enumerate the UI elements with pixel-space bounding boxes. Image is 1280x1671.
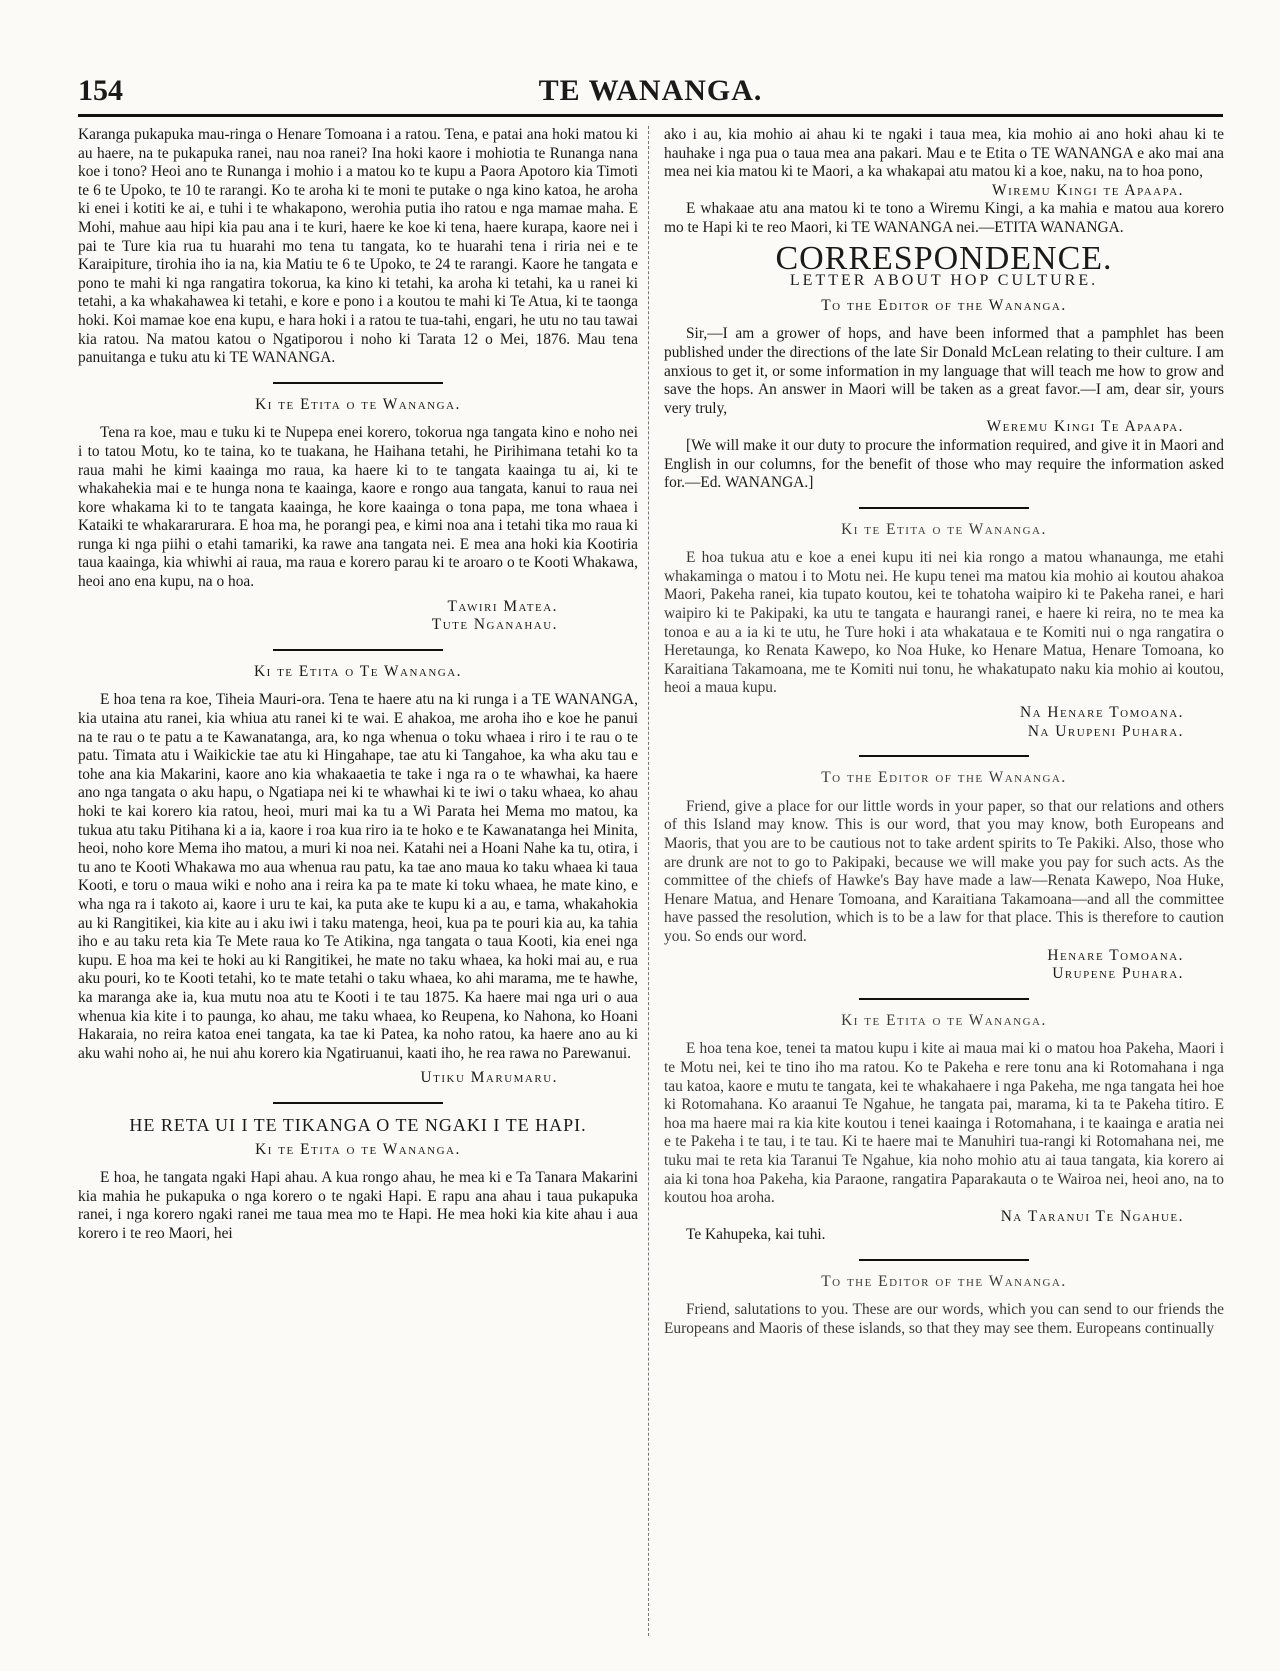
letter4-signature-1: Henare Tomoana. — [1047, 946, 1184, 964]
continued-signature: Wiremu Kingi te Apaapa. — [992, 181, 1184, 199]
letter4-heading: To the Editor of the Wananga. — [821, 769, 1067, 787]
letter1-heading: Ki te Etita o te Wananga. — [255, 395, 461, 413]
letter4-signature-2: Urupene Puhara. — [1052, 965, 1184, 983]
letter2-heading: Ki te Etita o Te Wananga. — [253, 662, 463, 680]
article-body: E hoa, he tangata ngaki Hapi ahau. A kua rongo ahau, he mea ki e Ta Tanara Makarini kia mahia he pukapuka o nga korero o te ngaki Hapi. E rapu ana ahau i taua pukapuka ranei, i nga korero ngaki ranei me taua mea mo te Hapi. He mea hoki kia kite ahau i aua korero i te reo Maori, hei — [78, 1169, 638, 1242]
correspondence-heading: To the Editor of the Wananga. — [821, 296, 1067, 314]
page-header — [78, 70, 1223, 110]
letter3-heading: Ki te Etita o te Wananga. — [841, 520, 1047, 538]
intro-text: Karanga pukapuka mau-ringa o Henare Tomoana i a ratou. Tena, e patai ana hoki matou ki au haere, na te pukapuka ranei, nau noa ranei? Ina hoki kaore i mohiotia te Runanga nana koe i tono? Heoi ano te Runanga i mohio i a matou ko te kupu a Paora Apotoro kia Timoti te 6 te Upoko, te 10 te rarangi. Ko te aroha ki te moni te putake o nga kino katoa, he aroha ki enei i kotiti ke ai, e tuhi i te whakapono, werohia putia iho ratou e nga mamae maha. E Mohi, mahue aau hipi kia pau ana i te kuri, haere ke koe ki tena, haere kurapa, kaore nei i pai te Ture kia rua tu huarahi mo tena tu tangata, ko te huarahi tena i riria nei e te Karaipiture, tirohia iho ia na, kia Matiu te 6 te Upoko, te 24 te rarangi. Kaore he tangata e pono te mahi ki nga rangatira tokorua, ka kino ki tetahi, ka aroha ki tetahi, ka u ranei ki tetahi, a ka whakahawea ki tetahi, e kore e pono i a koutou te mahi ki Te Atua, ki te taonga hoki. Koi mamae koe ena kupu, e hara hoki i a ratou te tua-tahi, engari, he utu no tau tawai kia ratou. Na matou katou o Ngatiporou i noho ki Tarata 12 o Mei, 1876. Mau tena panuitanga e tuku atu ki TE WANANGA. — [78, 126, 638, 367]
letter2-body: E hoa tena ra koe, Tiheia Mauri-ora. Tena te haere atu na ki runga i a TE WANANGA, kia utaina atu ranei, kia whiua atu ranei ki te wai. E ahakoa, me aroha iho e koe he panui na te rau o te patu a te Kawanatanga, ara, ko nga whenua o toku whaea i riro i te rau o te patu. Timata atu i Waikickie tae atu ki Hingahape, tae atu ki Tangahoe, ka wha aku tau e tohe ana kia Makarini, kaore ano kia whakaaetia te take i nga ra o te whawhai, ka haere ano nga tangata o aku hapu, o Ngatiapa nei ki te whawhai ki te iwi o taku whaea, ko ahau hoki te kai korero kia ratou, heoi, muri mai ka tu a Wi Parata hei Mema mo matou, ka tukua atu taku Pitihana ki a ia, kaore i roa kua riro ia te hoko e te Kawanatanga hei Minita, heoi, noho kore Mema iho matou, a muri ki noa nei. Katahi nei a Hoani Nahe ka tu, otira, i tu ano te Kooti Whakawa mo aua whenua rau patu, ka tae ano maua ko taku whaea ki taua Kooti, e toru o maua wiki e noho ana i reira ka pa te mate ki toku whaea, he mate kino, e wha nga ra i takoto ai, kaore i uru te kai, ka puta ake te kupu ki a au, e tama, whakahokia au ki Rangitikei, kia kite au i aku iwi i taku matenga, heoi, kua pa te pouri kia au, ka tahia iho e au taku reta kia Te Mete raua ko Te Atikina, nga tangata o taua Kooti, kia enei nga kupu. E hoa ma kei te hoki au ki Rangitikei, he mate no taku whaea, ka hoki mai au, e rua aku pouri, ko te Kooti tetahi, ko te mate tetahi o taku whaea, ko ahi marama, me te hawhe, ka maranga ake ia, kua mutu noa atu te Kooti i te tau 1875. Ka haere mai nga uri o aua whenua kia kite i to paunga, ko ahau, me taku whaea, ko Reupena, ko Nahona, ko Hoani Hakaraia, no reira katoa enei tangata, ka tae ki Patea, ka noho ratou, ka haere ano au ki aku wahi noho ai, he nui ahu korero kia Ngatiruanui, kaati iho, he rea rawa no Parewanui. — [78, 691, 638, 1062]
letter6-heading: To the Editor of the Wananga. — [821, 1272, 1067, 1290]
correspondence-signature: Weremu Kingi Te Apaapa. — [986, 418, 1184, 436]
section-rule — [273, 1102, 443, 1104]
section-rule — [859, 1259, 1029, 1261]
section-rule — [273, 649, 443, 651]
letter4-body: Friend, give a place for our little words in your paper, so that our relations and others of this Island may know. This is our word, that you may know, both Europeans and Maoris, that you are to be cautious not to take ardent spirits to Te Pakiki. Also, those who are drunk are not to go to Pakipaki, because we will make you pay for such acts. As the committee of the chiefs of Hawke's Bay have made a law—Renata Kawepo, Noa Huke, Henare Matua, and Henare Tomoana, and Karaitiana Takamoana—and all the committee have passed the resolution, which is to be a law for that place. This is therefore to caution you. So ends our word. — [664, 797, 1224, 945]
section-rule — [273, 382, 443, 384]
section-rule — [859, 507, 1029, 509]
letter1-signature-2: Tute Nganahau. — [431, 616, 558, 634]
continued-text: ako i au, kia mohio ai ahau ki te ngaki i taua mea, kia mohio ai ano hoki ahau ki te hauhake i nga pua o taua mea ana pakari. Mau e te Etita o TE WANANGA e ako mai ana mea nei kia matou ki te Maori, a ka whakapai atu matou ki a koe, naku, na to hoa pono, — [664, 126, 1224, 181]
letter3-body: E hoa tukua atu e koe a enei kupu iti nei kia rongo a matou whanaunga, me etahi whakaminga o matou i to Motu nei. He kupu tenei ma matou kia mohio ai koutou ahakoa Maori, Pakeha ranei, kia tupato koutou, kei te tohatoha waipiro ki te Pakeha ranei, e hari waipiro ki te Pakipaki, ka utu te tangata e haurangi ranei, e haere ki reira, no te mea ka tonoa e au a ia ki te utu, he Ture hoki i ata whakataua e te Komiti nui o nga rangatira o Heretaunga, ko Renata Kawepo, ko Noa Huke, ko Henare Matua, Henare Tomoana, ko Karaitiana Takamoana, me te Komiti nui tonu, he whakatupato naku kia mohio ai koutou, heoi a maua kupu. — [664, 549, 1224, 697]
page-number: 154 — [78, 74, 123, 107]
header-rule — [78, 114, 1223, 117]
section-rule — [859, 998, 1029, 1000]
letter3-signature-1: Na Henare Tomoana. — [1019, 704, 1184, 722]
correspondence-title: CORRESPONDENCE. — [775, 239, 1113, 277]
letter3-signature-2: Na Urupeni Puhara. — [1027, 722, 1184, 740]
column-divider — [648, 126, 649, 1636]
letter1-body: Tena ra koe, mau e tuku ki te Nupepa enei korero, tokorua nga tangata kino e noho nei i to tatou Motu, ko te taina, ko te tuakana, he Haihana tetahi, he Pirihimana tetahi ko ta raua mahi he kimi kaainga mo raua, ka haere ki to te tangata kaainga tu ai, ki te whakahekia mai e te hunga nona te kaainga, kaore e rongo aua tangata, kanui to raua nei kore whakama ki to te tangata kaainga, he kore kaainga o tona papa, me tona whaea i Kataiki te whakararurara. E hoa ma, he porangi pea, e kimi noa ana i tetahi tika mo raua ki runga ki nga piihi o etahi tamariki, ka rawe ana tangata nei. E mea ana hoki kia Kootiria taua kaainga, kia whiwhi ai raua, ma raua e korero parau ki te aroaro o te Kooti Whakawa, heoi ano ena kupu, na o hoa. — [78, 424, 638, 591]
letter5-body: E hoa tena koe, tenei ta matou kupu i kite ai maua mai ki o matou hoa Pakeha, Maori i te Motu nei, kei te tino iho ma ratou. Ko te Pakeha e rere tonu ana ki Rotomahana i nga tau katoa, kaore e mutu te tangata, kei te whakahaere i nga Pakeha, me nga tangata hei hoe ki Rotomahana. Ko araanui Te Ngahue, he tangata pai, marama, ki ta te Pakeha titiro. E hoa ma haere mai ra kia kite koutou i tenei kaainga i Rotomahana, i te kaainga e aratia nei e te Pakeha i te tau, i te tau. Ki te haere mai te Manuhiri tua-rangi ki Rotomahana nei, me tuku mai te reta kia Taranui Te Ngahue, kia noho mohio atu ai taua tangata, kia korero ai aia ki tona hoa Pakeha, kia Paraone, rangatira Paparakauta o te Wairoa nei, heoi ano, na to koutou hoa aroha. — [664, 1040, 1224, 1207]
letter2-signature: Utiku Marumaru. — [420, 1069, 558, 1087]
right-column — [664, 126, 1224, 1339]
section-rule — [859, 755, 1029, 757]
article-heading: Ki te Etita o te Wananga. — [255, 1140, 461, 1158]
article-title: HE RETA UI I TE TIKANGA O TE NGAKI I TE HAPI. — [129, 1114, 587, 1135]
letter5-signature: Na Taranui Te Ngahue. — [1000, 1207, 1184, 1225]
editor-note-maori: E whakaae atu ana matou ki te tono a Wiremu Kingi, a ka mahia e matou aua korero mo te Hapi ki te reo Maori, ki TE WANANGA nei.—ETITA WANANGA. — [664, 200, 1224, 236]
correspondence-note: [We will make it our duty to procure the information required, and give it in Maori and English in our columns, for the benefit of those who may require the information asked for.—Ed. WANANGA.] — [664, 436, 1224, 492]
correspondence-body: Sir,—I am a grower of hops, and have been informed that a pamphlet has been published under the directions of the late Sir Donald McLean relating to their culture. I am anxious to get it, or some information in my language that will teach me how to grow and save the hops. An answer in Maori will be taken as a great favor.—I am, dear sir, yours very truly, — [664, 325, 1224, 417]
left-column — [78, 126, 638, 1243]
letter1-signature-1: Tawiri Matea. — [447, 597, 558, 615]
correspondence-subtitle: LETTER ABOUT HOP CULTURE. — [789, 272, 1099, 290]
letter6-body: Friend, salutations to you. These are our words, which you can send to our friends the Europeans and Maoris of these islands, so that they may see them. Europeans continually — [664, 1301, 1224, 1338]
letter5-heading: Ki te Etita o te Wananga. — [841, 1011, 1047, 1029]
letter5-place: Te Kahupeka, kai tuhi. — [686, 1226, 826, 1244]
masthead-title: TE WANANGA. — [538, 74, 763, 107]
